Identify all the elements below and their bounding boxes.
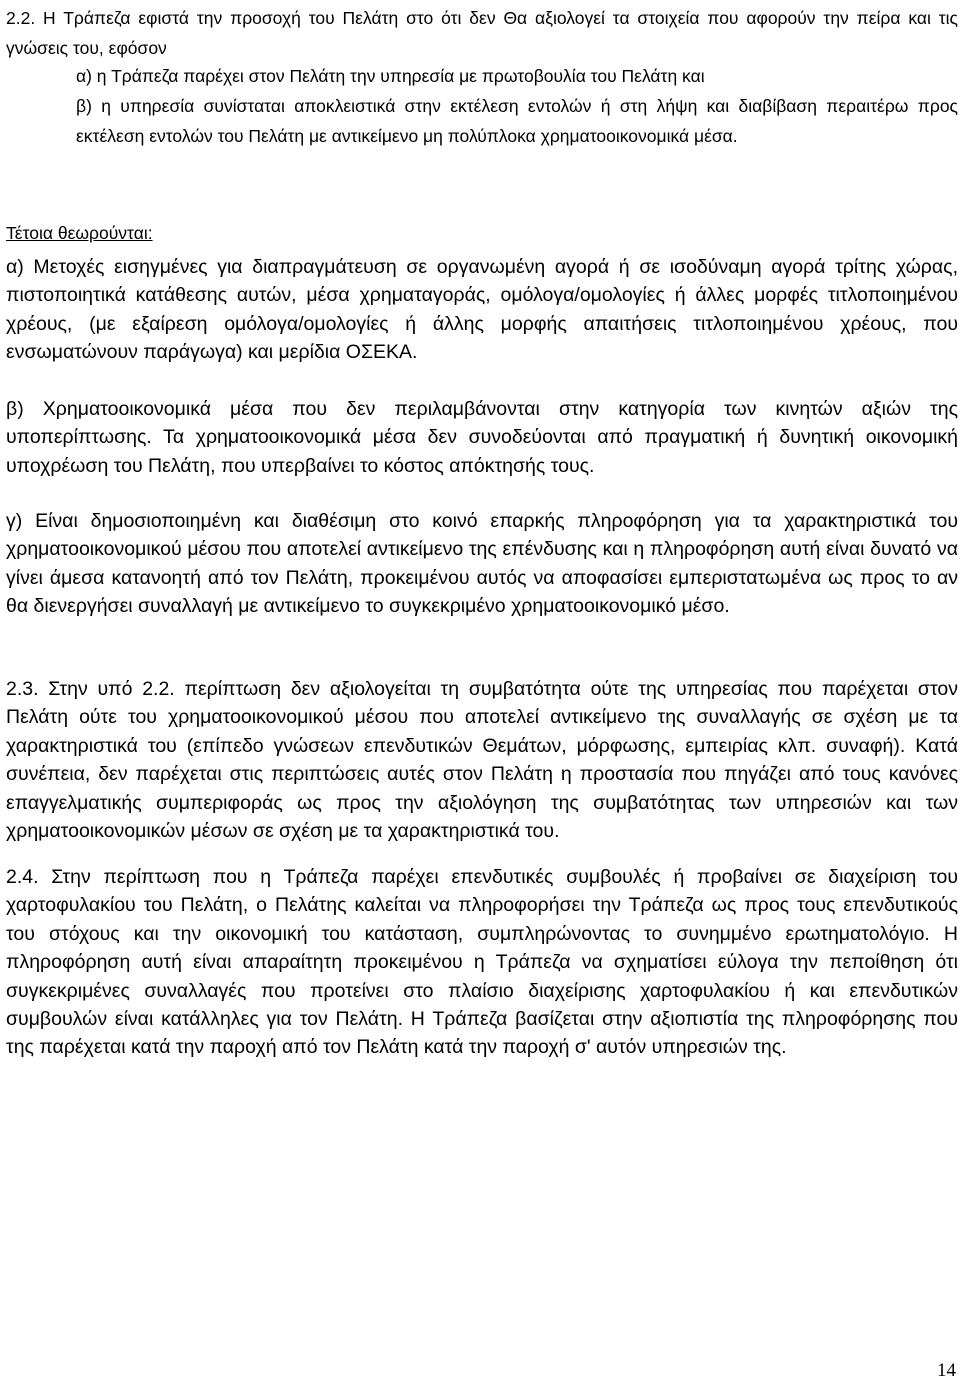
section-2-2-items (76, 61, 958, 151)
section-2-2-item-a: α) η Τράπεζα παρέχει στον Πελάτη την υπηρεσία με πρωτοβουλία του Πελάτη και (76, 66, 705, 86)
paragraph-b: β) Χρηματοοικονομικά μέσα που δεν περιλαμβάνονται στην κατηγορία των κινητών αξιών της υποπερίπτωσης. Τα χρηματοοικονομικά μέσα δεν συνοδεύονται από πραγματική ή δυνητική οικονομική υποχρέωση του Πελάτη, που υπερβαίνει το κόστος απόκτησής τους. (6, 398, 958, 477)
page-number: 14 (937, 1360, 956, 1381)
section-2-2-item-b: β) η υπηρεσία συνίσταται αποκλειστικά στην εκτέλεση εντολών ή στη λήψη και διαβίβαση περαιτέρω προς εκτέλεση εντολών του Πελάτη με αντικείμενο μη πολύπλοκα χρηματοοικονομικά μέσα. (76, 96, 958, 146)
section-2-3: 2.3. Στην υπό 2.2. περίπτωση δεν αξιολογείται τη συμβατότητα ούτε της υπηρεσίας που παρέχεται στον Πελάτη ούτε του χρηματοοικονομικού μέσου που αποτελεί αντικείμενο της συναλλαγής σε σχέση με τα χαρακτηριστικά του (επίπεδο γνώσεων επενδυτικών Θεμάτων, μόρφωσης, εμπειρίας κλπ. συναφή). Κατά συνέπεια, δεν παρέχεται στις περιπτώσεις αυτές στον Πελάτη η προστασία που πηγάζει από τους κανόνες επαγγελματικής συμπεριφοράς ως προς την αξιολόγηση της συμβατότητας των υπηρεσιών και των χρηματοοικονομικών μέσων σε σχέση με τα χαρακτηριστικά του. (6, 678, 958, 843)
paragraph-a: α) Μετοχές εισηγμένες για διαπραγμάτευση σε οργανωμένη αγορά ή σε ισοδύναμη αγορά τρίτης χώρας, πιστοποιητικά κατάθεσης αυτών, μέσα χρηματαγοράς, ομόλογα/ομολογίες ή άλλες μορφές τιτλοποιημένου χρέους, (με εξαίρεση ομόλογα/ομολογίες ή άλλης μορφής απαιτήσεις τιτλοποιημένου χρέους, που ενσωματώνουν παράγωγα) και μερίδια ΟΣΕΚΑ. (6, 256, 958, 364)
section-2-2-intro: 2.2. Η Τράπεζα εφιστά την προσοχή του Πελάτη στο ότι δεν Θα αξιολογεί τα στοιχεία που αφορούν την πείρα και τις γνώσεις του, εφόσον (6, 8, 958, 58)
section-2-4: 2.4. Στην περίπτωση που η Τράπεζα παρέχει επενδυτικές συμβουλές ή προβαίνει σε διαχείριση του χαρτοφυλακίου του Πελάτη, ο Πελάτης καλείται να πληροφορήσει την Τράπεζα ως προς τους επενδυτικούς του στόχους και την οικονομική του κατάσταση, συμπληρώνοντας το συνημμένο ερωτηματολόγιο. Η πληροφόρηση αυτή είναι απαραίτητη προκειμένου η Τράπεζα να σχηματίσει εύλογα την πεποίθηση ότι συγκεκριμένες συναλλαγές που προτείνει στο πλαίσιο διαχείρισης χαρτοφυλακίου ή και επενδυτικών συμβουλών είναι κατάλληλες για τον Πελάτη. Η Τράπεζα βασίζεται στην αξιοπιστία της πληροφόρησης που της παρέχεται κατά την παροχή από τον Πελάτη κατά την παροχή σ' αυτόν υπηρεσιών της. (6, 866, 958, 1059)
toia-heading: Τέτοια θεωρούνται: (6, 223, 153, 243)
paragraph-g: γ) Είναι δημοσιοποιημένη και διαθέσιμη στο κοινό επαρκής πληροφόρηση για τα χαρακτηριστικά του χρηματοοικονομικού μέσου που αποτελεί αντικείμενο της επένδυσης και η πληροφόρηση αυτή είναι δυνατό να γίνει άμεσα κατανοητή από τον Πελάτη, προκειμένου αυτός να αποφασίσει εμπεριστατωμένα ως προς το αν θα διενεργήσει συναλλαγή με αντικείμενο το συγκεκριμένο χρηματοοικονομικό μέσο. (6, 510, 958, 618)
